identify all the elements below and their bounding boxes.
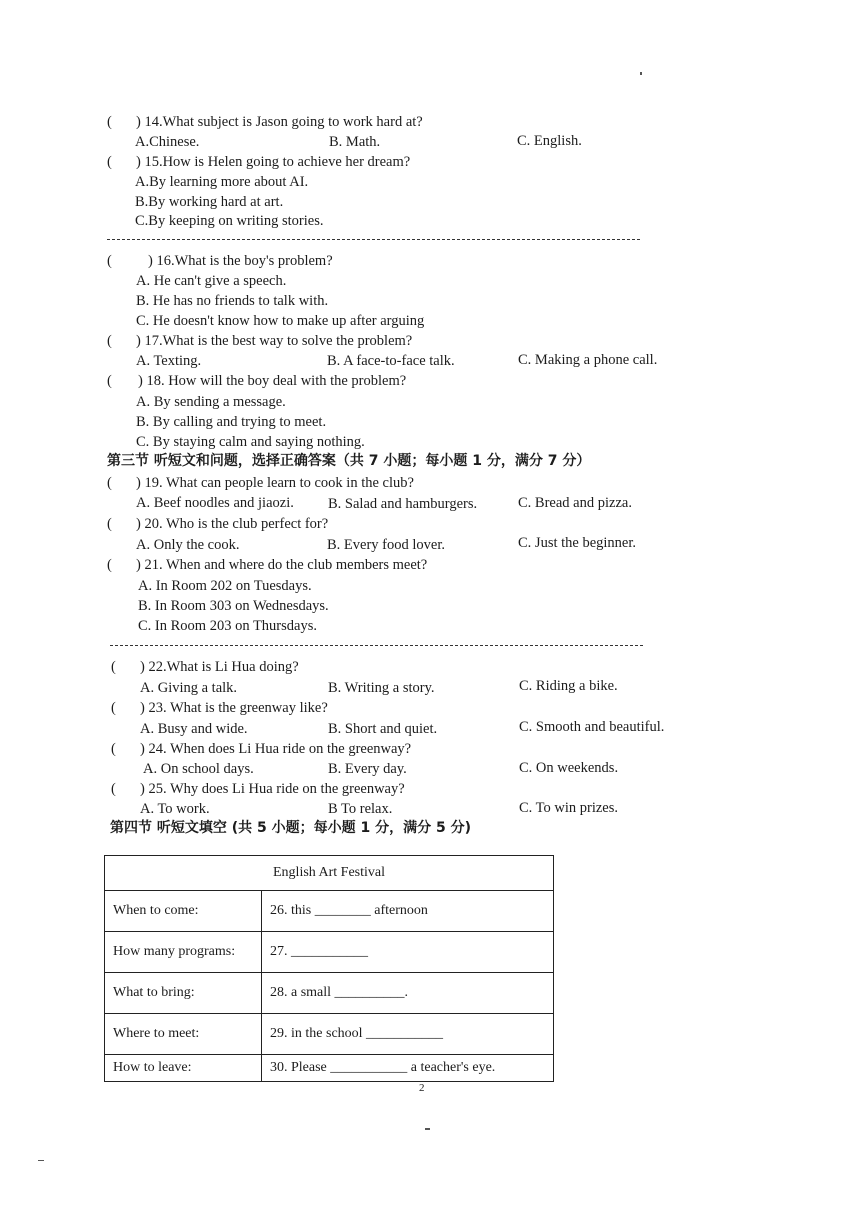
q25-option-b[interactable]: B To relax. <box>328 801 393 817</box>
q21-option-a[interactable]: A. In Room 202 on Tuesdays. <box>138 578 312 594</box>
q23-option-c[interactable]: C. Smooth and beautiful. <box>519 719 665 735</box>
section-3-heading: 第三节 听短文和问题，选择正确答案（共 7 小题；每小题 1 分，满分 7 分） <box>107 453 591 469</box>
q20-option-c[interactable]: C. Just the beginner. <box>518 535 637 551</box>
q19-option-c[interactable]: C. Bread and pizza. <box>518 495 632 511</box>
q22-stem: ) 22.What is Li Hua doing? <box>140 659 299 675</box>
q24-option-a[interactable]: A. On school days. <box>143 761 254 777</box>
q24-paren[interactable]: ( <box>111 741 116 757</box>
q24-stem: ) 24. When does Li Hua ride on the greenway? <box>140 741 412 757</box>
q17-paren[interactable]: ( <box>107 333 112 349</box>
answer-blank-28[interactable]: 28. a small __________. <box>262 973 554 1014</box>
scan-speck <box>38 1160 44 1161</box>
q20-stem: ) 20. Who is the club perfect for? <box>136 516 329 532</box>
scan-speck <box>425 1128 430 1130</box>
q22-paren[interactable]: ( <box>111 659 116 675</box>
q23-option-a[interactable]: A. Busy and wide. <box>140 721 248 737</box>
table-row <box>105 1014 554 1055</box>
q16-option-c[interactable]: C. He doesn't know how to make up after arguing <box>136 313 425 329</box>
q17-option-c[interactable]: C. Making a phone call. <box>518 352 658 368</box>
q14-option-c[interactable]: C. English. <box>517 133 582 149</box>
q19-option-b[interactable]: B. Salad and hamburgers. <box>328 496 478 512</box>
table-row <box>105 973 554 1014</box>
q25-option-a[interactable]: A. To work. <box>140 801 210 817</box>
q14-option-b[interactable]: B. Math. <box>329 134 381 150</box>
answer-blank-30[interactable]: 30. Please ___________ a teacher's eye. <box>262 1055 554 1082</box>
q17-option-a[interactable]: A. Texting. <box>136 353 202 369</box>
q19-paren[interactable]: ( <box>107 475 112 491</box>
q22-option-a[interactable]: A. Giving a talk. <box>140 680 238 696</box>
q24-option-c[interactable]: C. On weekends. <box>519 760 619 776</box>
q21-option-c[interactable]: C. In Room 203 on Thursdays. <box>138 618 317 634</box>
q20-option-a[interactable]: A. Only the cook. <box>136 537 240 553</box>
q14-paren[interactable]: ( <box>107 114 112 130</box>
q18-paren[interactable]: ( <box>107 373 112 389</box>
festival-table <box>104 855 554 1082</box>
q17-stem: ) 17.What is the best way to solve the problem? <box>136 333 413 349</box>
q19-stem: ) 19. What can people learn to cook in the club? <box>136 475 414 491</box>
row-label: Where to meet: <box>105 1014 262 1055</box>
q18-option-c[interactable]: C. By staying calm and saying nothing. <box>136 434 365 450</box>
page-number: 2 <box>419 1082 425 1094</box>
q21-option-b[interactable]: B. In Room 303 on Wednesdays. <box>138 598 329 614</box>
scan-speck <box>640 72 642 75</box>
section-4-heading: 第四节 听短文填空 (共 5 小题；每小题 1 分，满分 5 分) <box>110 820 472 836</box>
answer-blank-29[interactable]: 29. in the school ___________ <box>262 1014 554 1055</box>
row-label: How to leave: <box>105 1055 262 1082</box>
q21-paren[interactable]: ( <box>107 557 112 573</box>
q14-option-a[interactable]: A.Chinese. <box>135 134 200 150</box>
q15-paren[interactable]: ( <box>107 154 112 170</box>
table-title: English Art Festival <box>105 856 554 891</box>
q19-option-a[interactable]: A. Beef noodles and jiaozi. <box>136 495 294 511</box>
q14-stem: ) 14.What subject is Jason going to work hard at? <box>136 114 423 130</box>
q16-option-a[interactable]: A. He can't give a speech. <box>136 273 287 289</box>
row-label: What to bring: <box>105 973 262 1014</box>
q15-option-a[interactable]: A.By learning more about AI. <box>135 174 309 190</box>
q16-stem: ) 16.What is the boy's problem? <box>148 253 333 269</box>
q16-paren[interactable]: ( <box>107 253 112 269</box>
q16-option-b[interactable]: B. He has no friends to talk with. <box>136 293 329 309</box>
q23-paren[interactable]: ( <box>111 700 116 716</box>
table-row <box>105 932 554 973</box>
q15-stem: ) 15.How is Helen going to achieve her dream? <box>136 154 411 170</box>
answer-blank-26[interactable]: 26. this ________ afternoon <box>262 891 554 932</box>
q25-stem: ) 25. Why does Li Hua ride on the greenway? <box>140 781 405 797</box>
separator-line <box>107 239 640 240</box>
q15-option-c[interactable]: C.By keeping on writing stories. <box>135 213 324 229</box>
q21-stem: ) 21. When and where do the club members meet? <box>136 557 428 573</box>
q18-option-b[interactable]: B. By calling and trying to meet. <box>136 414 327 430</box>
row-label: How many programs: <box>105 932 262 973</box>
q24-option-b[interactable]: B. Every day. <box>328 761 407 777</box>
q23-option-b[interactable]: B. Short and quiet. <box>328 721 438 737</box>
q15-option-b[interactable]: B.By working hard at art. <box>135 194 284 210</box>
q23-stem: ) 23. What is the greenway like? <box>140 700 328 716</box>
row-label: When to come: <box>105 891 262 932</box>
table-row <box>105 1055 554 1082</box>
separator-line <box>110 645 643 646</box>
q22-option-c[interactable]: C. Riding a bike. <box>519 678 618 694</box>
q20-option-b[interactable]: B. Every food lover. <box>327 537 445 553</box>
q25-option-c[interactable]: C. To win prizes. <box>519 800 619 816</box>
q18-option-a[interactable]: A. By sending a message. <box>136 394 286 410</box>
q17-option-b[interactable]: B. A face-to-face talk. <box>327 353 455 369</box>
q22-option-b[interactable]: B. Writing a story. <box>328 680 435 696</box>
table-row <box>105 891 554 932</box>
q20-paren[interactable]: ( <box>107 516 112 532</box>
answer-blank-27[interactable]: 27. ___________ <box>262 932 554 973</box>
q25-paren[interactable]: ( <box>111 781 116 797</box>
q18-stem: ) 18. How will the boy deal with the problem? <box>138 373 407 389</box>
